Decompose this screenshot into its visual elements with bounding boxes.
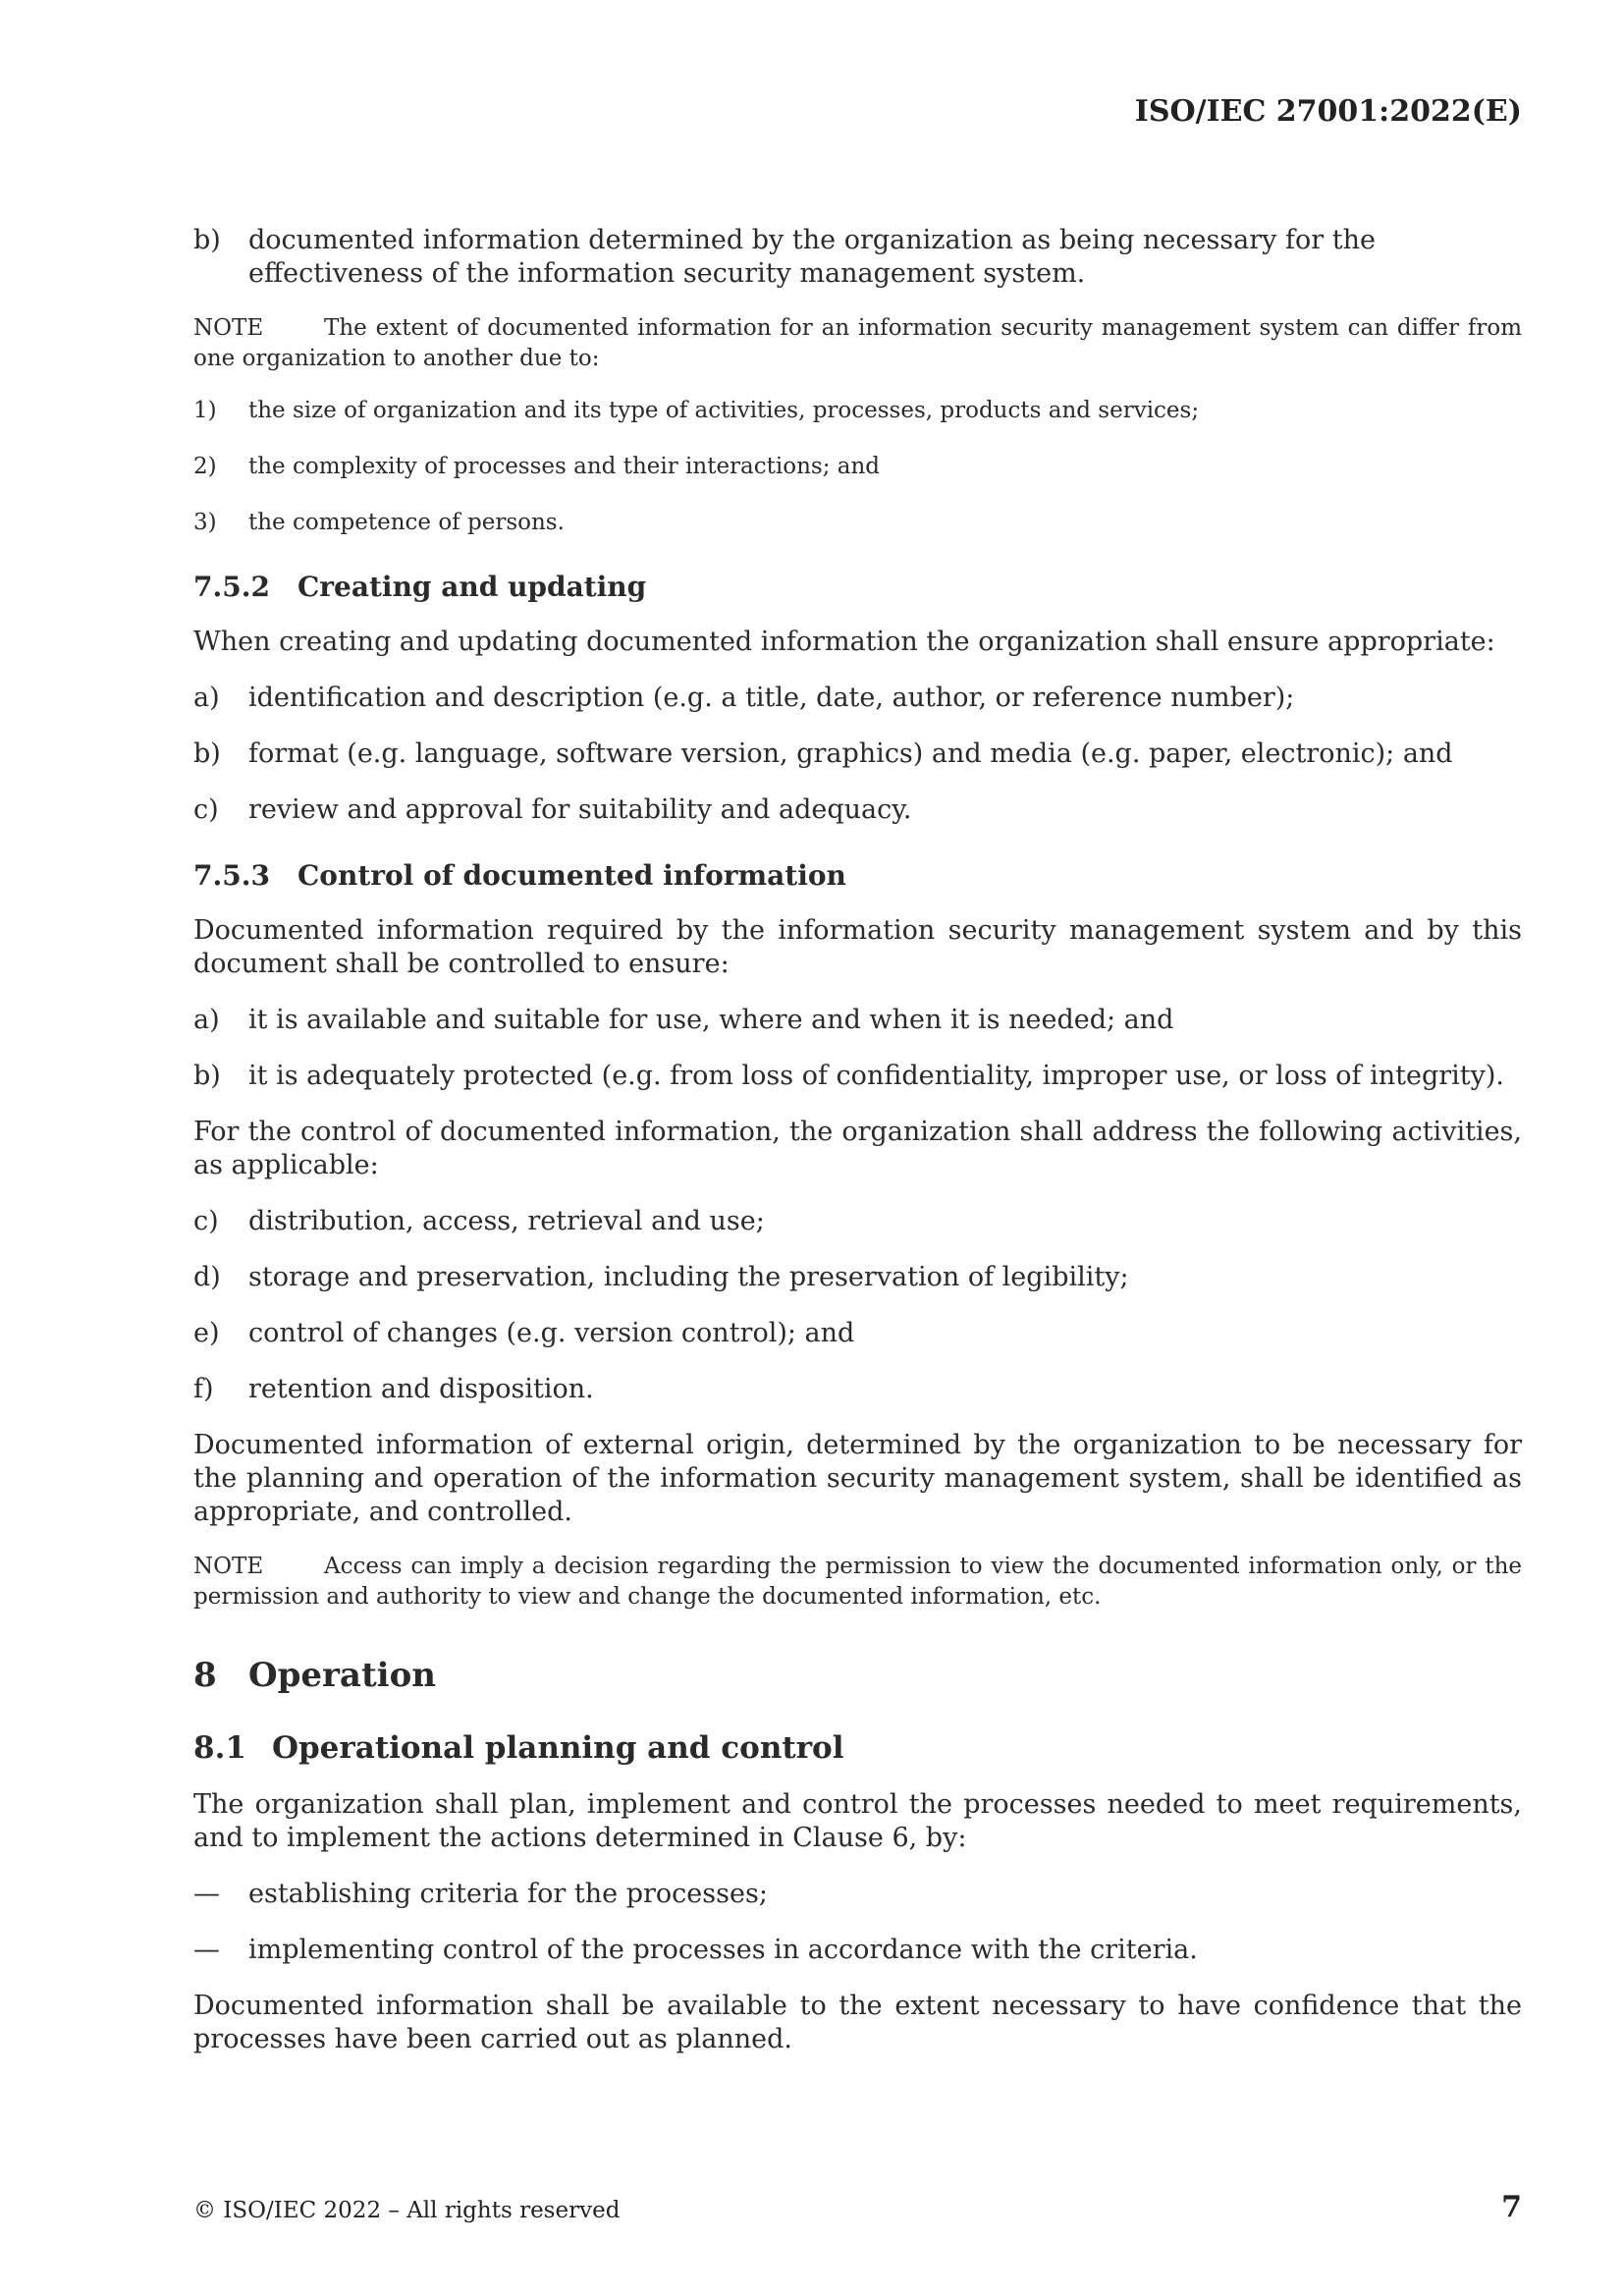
paragraph: Documented information of external origin, determined by the organization to be necessary for the planning and operation of the information security management system, shall be identified as appropriate, and controlled.	[193, 1430, 1522, 1527]
section-title: Operational planning and control	[272, 1730, 844, 1766]
section-number: 8.1	[193, 1730, 246, 1766]
list-item	[193, 1004, 1522, 1037]
section-number: 7.5.3	[193, 859, 270, 892]
list-label: c)	[193, 1206, 219, 1236]
paragraph: The organization shall plan, implement and control the processes needed to meet requirements, and to implement the actions determined in Clause 6, by:	[193, 1789, 1522, 1853]
list-text: implementing control of the processes in accordance with the criteria.	[248, 1935, 1198, 1965]
paragraph: When creating and updating documented information the organization shall ensure appropriate:	[193, 627, 1495, 657]
list-text: the complexity of processes and their interactions; and	[248, 454, 881, 479]
section-number: 7.5.2	[193, 571, 270, 603]
section-number: 8	[193, 1656, 217, 1695]
list-text: distribution, access, retrieval and use;	[248, 1206, 765, 1236]
list-item	[193, 682, 1522, 715]
page-number: 7	[1501, 2190, 1522, 2224]
list-text: format (e.g. language, software version, graphics) and media (e.g. paper, electronic); and	[248, 738, 1453, 769]
list-label: 2)	[193, 454, 217, 479]
section-heading-8-1	[193, 1728, 1522, 1768]
list-label: a)	[193, 683, 220, 713]
section-title: Operation	[248, 1656, 436, 1695]
list-item	[193, 396, 1522, 426]
note	[193, 1552, 1522, 1613]
list-label: 3)	[193, 510, 217, 535]
list-item	[193, 508, 1522, 538]
paragraph: Documented information required by the information security management system and by this document shall be controlled to ensure:	[193, 915, 1522, 979]
list-text: storage and preservation, including the preservation of legibility;	[248, 1262, 1129, 1292]
note-tag: NOTE	[193, 315, 264, 341]
note	[193, 313, 1522, 374]
list-text: the competence of persons.	[248, 510, 565, 535]
list-item	[193, 1060, 1522, 1093]
list-label: e)	[193, 1318, 220, 1348]
list-text: establishing criteria for the processes;	[248, 1879, 768, 1909]
list-text: the size of organization and its type of activities, processes, products and services;	[248, 398, 1200, 423]
document-id: ISO/IEC 27001:2022(E)	[1134, 94, 1522, 129]
section-title: Creating and updating	[298, 571, 647, 603]
list-label: c)	[193, 794, 219, 825]
list-label: b)	[193, 738, 221, 769]
list-text: it is adequately protected (e.g. from loss of confidentiality, improper use, or loss of integrity).	[248, 1061, 1505, 1091]
list-item	[193, 793, 1522, 827]
note-text: The extent of documented information for an information security management system can differ from one organization to another due to:	[193, 315, 1522, 371]
list-text: it is available and suitable for use, where and when it is needed; and	[248, 1005, 1174, 1035]
list-text: review and approval for suitability and adequacy.	[248, 794, 912, 825]
list-text: identification and description (e.g. a title, date, author, or reference number);	[248, 683, 1295, 713]
list-item	[193, 1373, 1522, 1406]
section-heading-7-5-2	[193, 570, 1522, 605]
list-item	[193, 224, 1522, 291]
list-label: b)	[193, 225, 221, 255]
list-item	[193, 1878, 1522, 1911]
section-title: Control of documented information	[298, 859, 846, 892]
list-label: —	[193, 1935, 220, 1965]
list-text: retention and disposition.	[248, 1374, 594, 1404]
list-label: f)	[193, 1374, 214, 1404]
list-label: —	[193, 1879, 220, 1909]
note-text: Access can imply a decision regarding the permission to view the documented information only, or the permission and authority to view and change the documented information, etc.	[193, 1554, 1522, 1610]
note-tag: NOTE	[193, 1554, 264, 1579]
list-label: 1)	[193, 398, 217, 423]
list-item	[193, 1934, 1522, 1967]
list-item	[193, 452, 1522, 482]
list-text: control of changes (e.g. version control); and	[248, 1318, 855, 1348]
paragraph: Documented information shall be available to the extent necessary to have confidence that the processes have been carried out as planned.	[193, 1991, 1522, 2054]
list-item	[193, 1317, 1522, 1350]
list-item	[193, 738, 1522, 771]
list-label: d)	[193, 1262, 221, 1292]
list-label: b)	[193, 1061, 221, 1091]
list-text: documented information determined by the organization as being necessary for the effectiveness of the information security management system.	[248, 225, 1376, 289]
list-item	[193, 1261, 1522, 1294]
paragraph: For the control of documented information, the organization shall address the following activities, as applicable:	[193, 1117, 1522, 1180]
copyright: © ISO/IEC 2022 – All rights reserved	[193, 2198, 621, 2223]
list-item	[193, 1205, 1522, 1238]
section-heading-8	[193, 1654, 1522, 1697]
section-heading-7-5-3	[193, 858, 1522, 894]
page-content	[193, 224, 1522, 2079]
list-label: a)	[193, 1005, 220, 1035]
